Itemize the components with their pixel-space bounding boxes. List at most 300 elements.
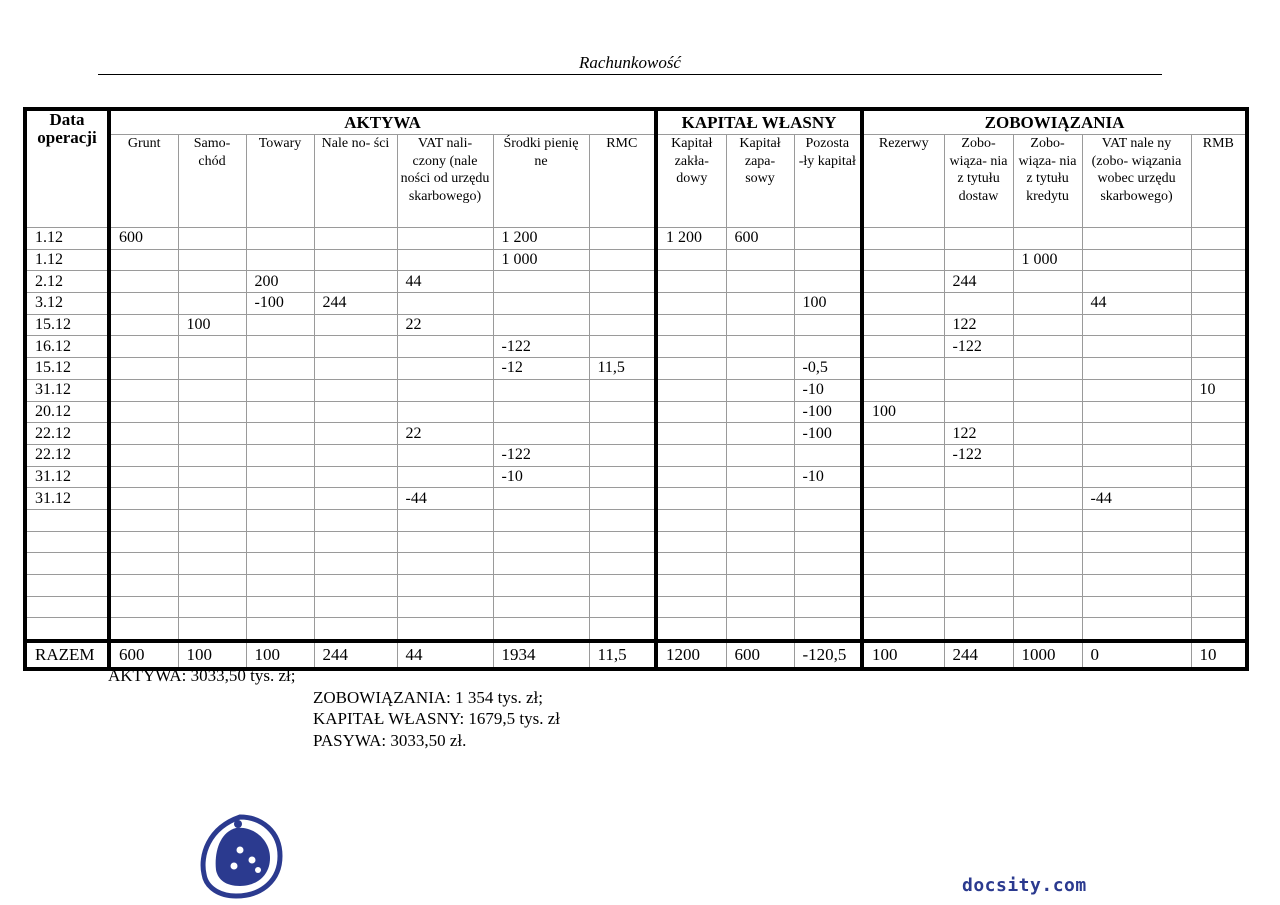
date-cell bbox=[25, 596, 109, 618]
table-cell bbox=[109, 509, 178, 531]
table-row bbox=[25, 271, 1247, 293]
column-header: Pozosta -ły kapitał bbox=[794, 135, 862, 228]
date-column-header: Data operacji bbox=[25, 109, 109, 228]
table-cell bbox=[944, 249, 1013, 271]
table-cell bbox=[109, 401, 178, 423]
table-cell bbox=[1191, 466, 1247, 488]
table-cell bbox=[397, 379, 493, 401]
table-cell bbox=[109, 444, 178, 466]
table-cell bbox=[1013, 466, 1082, 488]
table-cell bbox=[178, 531, 246, 553]
table-cell bbox=[109, 575, 178, 597]
table-cell bbox=[589, 271, 656, 293]
table-cell bbox=[656, 379, 726, 401]
table-cell: 244 bbox=[314, 293, 397, 315]
table-cell bbox=[397, 293, 493, 315]
table-cell bbox=[794, 596, 862, 618]
date-cell: 16.12 bbox=[25, 336, 109, 358]
summary-zobowiazania: ZOBOWIĄZANIA: 1 354 tys. zł; bbox=[313, 688, 543, 707]
table-cell bbox=[794, 553, 862, 575]
table-cell bbox=[1013, 379, 1082, 401]
table-cell bbox=[656, 314, 726, 336]
column-header: Rezerwy bbox=[862, 135, 944, 228]
date-cell: 1.12 bbox=[25, 249, 109, 271]
table-cell bbox=[178, 575, 246, 597]
table-cell bbox=[1082, 314, 1191, 336]
table-cell bbox=[314, 618, 397, 641]
table-cell bbox=[726, 553, 794, 575]
summary-pasywa: PASYWA: 3033,50 zł. bbox=[313, 731, 467, 750]
table-cell: 22 bbox=[397, 423, 493, 445]
table-cell: -122 bbox=[944, 444, 1013, 466]
table-cell bbox=[656, 336, 726, 358]
table-cell bbox=[944, 575, 1013, 597]
table-cell bbox=[794, 314, 862, 336]
table-cell bbox=[1082, 379, 1191, 401]
table-cell bbox=[397, 249, 493, 271]
table-cell bbox=[246, 531, 314, 553]
date-cell: 2.12 bbox=[25, 271, 109, 293]
table-cell bbox=[589, 488, 656, 510]
table-cell bbox=[109, 488, 178, 510]
table-cell bbox=[314, 336, 397, 358]
date-cell bbox=[25, 531, 109, 553]
table-cell bbox=[726, 358, 794, 380]
table-cell bbox=[246, 314, 314, 336]
table-cell bbox=[589, 336, 656, 358]
table-cell bbox=[862, 271, 944, 293]
date-cell: 15.12 bbox=[25, 314, 109, 336]
table-cell bbox=[1191, 314, 1247, 336]
table-row bbox=[25, 358, 1247, 380]
table-cell bbox=[493, 293, 589, 315]
table-cell bbox=[862, 466, 944, 488]
table-cell bbox=[109, 314, 178, 336]
header-rule bbox=[98, 74, 1162, 75]
table-cell bbox=[944, 488, 1013, 510]
table-cell bbox=[656, 596, 726, 618]
table-cell bbox=[1013, 293, 1082, 315]
table-cell bbox=[493, 618, 589, 641]
table-cell bbox=[1191, 358, 1247, 380]
table-cell bbox=[1013, 358, 1082, 380]
table-cell: 600 bbox=[726, 228, 794, 250]
table-cell bbox=[314, 423, 397, 445]
table-cell bbox=[1191, 596, 1247, 618]
column-header: Samo- chód bbox=[178, 135, 246, 228]
table-row bbox=[25, 293, 1247, 315]
column-header: Nale no- ści bbox=[314, 135, 397, 228]
table-cell bbox=[397, 531, 493, 553]
column-header: Kapitał zakła- dowy bbox=[656, 135, 726, 228]
date-cell bbox=[25, 618, 109, 641]
table-cell bbox=[1191, 293, 1247, 315]
table-cell bbox=[246, 249, 314, 271]
table-cell bbox=[944, 358, 1013, 380]
table-cell bbox=[944, 553, 1013, 575]
date-cell bbox=[25, 509, 109, 531]
table-cell: 1934 bbox=[493, 641, 589, 669]
table-row bbox=[25, 596, 1247, 618]
table-cell bbox=[862, 336, 944, 358]
table-cell bbox=[109, 271, 178, 293]
date-cell: 15.12 bbox=[25, 358, 109, 380]
table-row bbox=[25, 531, 1247, 553]
table-cell bbox=[589, 531, 656, 553]
table-cell bbox=[314, 466, 397, 488]
table-cell bbox=[109, 553, 178, 575]
table-cell bbox=[726, 509, 794, 531]
date-cell bbox=[25, 575, 109, 597]
table-cell bbox=[1013, 509, 1082, 531]
table-cell: 100 bbox=[862, 641, 944, 669]
table-cell bbox=[1082, 336, 1191, 358]
table-cell bbox=[1013, 228, 1082, 250]
table-cell bbox=[589, 444, 656, 466]
table-cell bbox=[178, 228, 246, 250]
table-cell: 10 bbox=[1191, 379, 1247, 401]
table-cell bbox=[862, 444, 944, 466]
table-cell bbox=[1082, 596, 1191, 618]
table-cell bbox=[397, 466, 493, 488]
table-cell bbox=[589, 553, 656, 575]
table-cell: -120,5 bbox=[794, 641, 862, 669]
column-header: RMB bbox=[1191, 135, 1247, 228]
table-cell bbox=[246, 444, 314, 466]
column-header: Zobo- wiąza- nia z tytułu kredytu bbox=[1013, 135, 1082, 228]
table-row bbox=[25, 379, 1247, 401]
table-cell bbox=[493, 423, 589, 445]
table-cell bbox=[726, 314, 794, 336]
table-cell bbox=[397, 553, 493, 575]
table-cell bbox=[794, 488, 862, 510]
table-cell bbox=[314, 271, 397, 293]
table-cell: -122 bbox=[944, 336, 1013, 358]
table-cell bbox=[656, 575, 726, 597]
table-cell bbox=[862, 249, 944, 271]
table-cell bbox=[1191, 228, 1247, 250]
table-cell bbox=[862, 488, 944, 510]
table-cell bbox=[109, 249, 178, 271]
table-cell bbox=[109, 618, 178, 641]
table-cell bbox=[726, 596, 794, 618]
table-row bbox=[25, 618, 1247, 641]
table-cell bbox=[178, 423, 246, 445]
table-cell bbox=[1013, 488, 1082, 510]
table-cell bbox=[589, 509, 656, 531]
column-header: Środki pienię ne bbox=[493, 135, 589, 228]
table-cell bbox=[246, 228, 314, 250]
table-cell bbox=[1013, 596, 1082, 618]
table-cell bbox=[794, 336, 862, 358]
table-cell bbox=[726, 488, 794, 510]
table-cell bbox=[589, 618, 656, 641]
table-cell bbox=[1082, 618, 1191, 641]
table-cell bbox=[246, 618, 314, 641]
table-cell bbox=[944, 509, 1013, 531]
table-cell bbox=[1191, 575, 1247, 597]
table-cell bbox=[493, 379, 589, 401]
table-cell bbox=[589, 401, 656, 423]
table-cell bbox=[246, 575, 314, 597]
table-cell bbox=[1082, 249, 1191, 271]
table-cell: 10 bbox=[1191, 641, 1247, 669]
table-cell bbox=[656, 249, 726, 271]
table-cell: 244 bbox=[314, 641, 397, 669]
table-row bbox=[25, 575, 1247, 597]
table-cell bbox=[726, 575, 794, 597]
table-cell bbox=[656, 271, 726, 293]
table-cell bbox=[1191, 553, 1247, 575]
table-cell bbox=[246, 596, 314, 618]
table-cell bbox=[726, 336, 794, 358]
table-cell bbox=[109, 379, 178, 401]
table-cell: 600 bbox=[726, 641, 794, 669]
table-cell bbox=[246, 423, 314, 445]
table-cell bbox=[109, 336, 178, 358]
table-cell: 600 bbox=[109, 228, 178, 250]
table-cell bbox=[589, 596, 656, 618]
table-cell bbox=[589, 249, 656, 271]
table-cell: -122 bbox=[493, 444, 589, 466]
table-cell bbox=[246, 358, 314, 380]
table-row bbox=[25, 553, 1247, 575]
table-cell bbox=[178, 401, 246, 423]
table-cell bbox=[1082, 423, 1191, 445]
table-cell bbox=[656, 423, 726, 445]
table-row bbox=[25, 466, 1247, 488]
table-cell bbox=[726, 401, 794, 423]
date-cell: 31.12 bbox=[25, 488, 109, 510]
table-row bbox=[25, 509, 1247, 531]
table-cell: -10 bbox=[493, 466, 589, 488]
table-cell bbox=[794, 575, 862, 597]
docsity-logo-icon bbox=[196, 812, 284, 900]
table-cell: 0 bbox=[1082, 641, 1191, 669]
table-cell bbox=[862, 379, 944, 401]
column-headers-row bbox=[25, 135, 1247, 228]
table-cell bbox=[862, 509, 944, 531]
table-cell bbox=[314, 401, 397, 423]
table-cell bbox=[1191, 401, 1247, 423]
table-cell bbox=[397, 509, 493, 531]
table-cell bbox=[109, 531, 178, 553]
table-cell bbox=[397, 596, 493, 618]
balance-table bbox=[23, 107, 1249, 671]
table-cell bbox=[314, 314, 397, 336]
table-cell: 1 000 bbox=[1013, 249, 1082, 271]
table-cell bbox=[944, 379, 1013, 401]
date-cell bbox=[25, 553, 109, 575]
column-header: Towary bbox=[246, 135, 314, 228]
table-cell bbox=[862, 358, 944, 380]
table-cell bbox=[1191, 271, 1247, 293]
table-cell bbox=[944, 531, 1013, 553]
table-cell bbox=[178, 336, 246, 358]
table-cell bbox=[589, 379, 656, 401]
table-cell bbox=[726, 249, 794, 271]
table-cell bbox=[493, 596, 589, 618]
table-cell bbox=[726, 379, 794, 401]
table-cell bbox=[314, 379, 397, 401]
table-cell bbox=[1082, 466, 1191, 488]
table-cell bbox=[493, 488, 589, 510]
table-cell bbox=[109, 596, 178, 618]
table-cell bbox=[246, 336, 314, 358]
table-cell bbox=[314, 553, 397, 575]
table-cell bbox=[1013, 401, 1082, 423]
table-cell bbox=[314, 596, 397, 618]
table-cell: 11,5 bbox=[589, 641, 656, 669]
table-cell bbox=[726, 618, 794, 641]
table-cell bbox=[726, 423, 794, 445]
table-cell: 22 bbox=[397, 314, 493, 336]
table-cell bbox=[656, 618, 726, 641]
table-cell bbox=[493, 509, 589, 531]
date-cell: 20.12 bbox=[25, 401, 109, 423]
docsity-brand-text: docsity.com bbox=[962, 875, 1087, 896]
table-cell bbox=[1082, 553, 1191, 575]
table-cell bbox=[862, 575, 944, 597]
table-cell bbox=[109, 358, 178, 380]
date-cell: 3.12 bbox=[25, 293, 109, 315]
table-cell bbox=[794, 618, 862, 641]
table-cell: 44 bbox=[397, 271, 493, 293]
table-cell bbox=[1013, 423, 1082, 445]
table-cell bbox=[109, 423, 178, 445]
table-cell bbox=[246, 509, 314, 531]
table-cell bbox=[493, 271, 589, 293]
table-cell: -44 bbox=[397, 488, 493, 510]
table-cell bbox=[397, 618, 493, 641]
date-cell: RAZEM bbox=[25, 641, 109, 669]
table-cell: 1 200 bbox=[656, 228, 726, 250]
table-cell bbox=[944, 228, 1013, 250]
table-cell: 1 000 bbox=[493, 249, 589, 271]
table-cell bbox=[589, 423, 656, 445]
table-cell bbox=[314, 358, 397, 380]
table-cell bbox=[178, 444, 246, 466]
table-cell bbox=[1013, 618, 1082, 641]
table-cell bbox=[944, 596, 1013, 618]
table-cell bbox=[862, 531, 944, 553]
table-cell bbox=[178, 358, 246, 380]
table-cell bbox=[944, 401, 1013, 423]
table-cell bbox=[178, 293, 246, 315]
table-cell bbox=[726, 466, 794, 488]
table-cell bbox=[397, 336, 493, 358]
column-header: Kapitał zapa- sowy bbox=[726, 135, 794, 228]
table-cell: 1200 bbox=[656, 641, 726, 669]
table-cell bbox=[493, 531, 589, 553]
table-cell: 100 bbox=[246, 641, 314, 669]
table-cell bbox=[589, 575, 656, 597]
table-cell bbox=[1013, 314, 1082, 336]
table-cell: -12 bbox=[493, 358, 589, 380]
table-cell bbox=[656, 531, 726, 553]
table-cell bbox=[178, 553, 246, 575]
table-cell bbox=[314, 531, 397, 553]
table-cell bbox=[314, 249, 397, 271]
table-cell: -122 bbox=[493, 336, 589, 358]
table-cell: 122 bbox=[944, 314, 1013, 336]
table-cell bbox=[1082, 228, 1191, 250]
table-cell bbox=[1191, 509, 1247, 531]
table-cell bbox=[862, 293, 944, 315]
table-cell bbox=[109, 466, 178, 488]
date-cell: 31.12 bbox=[25, 379, 109, 401]
table-cell bbox=[589, 293, 656, 315]
group-header-aktywa: AKTYWA bbox=[109, 109, 656, 135]
table-cell bbox=[589, 314, 656, 336]
table-cell bbox=[178, 379, 246, 401]
table-cell bbox=[1191, 488, 1247, 510]
table-cell bbox=[178, 249, 246, 271]
table-cell bbox=[944, 466, 1013, 488]
summary-aktywa: AKTYWA: 3033,50 tys. zł; bbox=[108, 666, 296, 685]
table-cell bbox=[246, 379, 314, 401]
table-cell bbox=[397, 444, 493, 466]
table-cell bbox=[862, 423, 944, 445]
table-cell bbox=[1082, 575, 1191, 597]
table-cell bbox=[1082, 401, 1191, 423]
table-cell bbox=[656, 553, 726, 575]
table-cell bbox=[1191, 423, 1247, 445]
table-cell: -100 bbox=[794, 401, 862, 423]
table-cell: 1000 bbox=[1013, 641, 1082, 669]
date-cell: 31.12 bbox=[25, 466, 109, 488]
table-cell: 100 bbox=[178, 641, 246, 669]
table-cell bbox=[589, 228, 656, 250]
table-cell bbox=[794, 249, 862, 271]
table-cell bbox=[397, 575, 493, 597]
table-cell bbox=[178, 466, 246, 488]
table-cell bbox=[656, 401, 726, 423]
table-cell bbox=[862, 228, 944, 250]
table-cell bbox=[1013, 444, 1082, 466]
table-cell bbox=[1191, 249, 1247, 271]
date-cell: 22.12 bbox=[25, 423, 109, 445]
table-cell bbox=[314, 228, 397, 250]
table-cell bbox=[726, 293, 794, 315]
table-cell bbox=[493, 314, 589, 336]
table-cell bbox=[178, 618, 246, 641]
page-header-title: Rachunkowość bbox=[579, 53, 681, 72]
table-row bbox=[25, 249, 1247, 271]
table-cell bbox=[493, 553, 589, 575]
table-row bbox=[25, 401, 1247, 423]
table-cell bbox=[246, 488, 314, 510]
table-cell bbox=[862, 314, 944, 336]
table-cell bbox=[109, 293, 178, 315]
table-cell: -44 bbox=[1082, 488, 1191, 510]
table-cell bbox=[862, 596, 944, 618]
table-cell: 1 200 bbox=[493, 228, 589, 250]
table-cell bbox=[178, 271, 246, 293]
table-cell bbox=[1013, 575, 1082, 597]
table-cell: 100 bbox=[794, 293, 862, 315]
table-cell bbox=[397, 358, 493, 380]
table-cell bbox=[726, 444, 794, 466]
table-row bbox=[25, 423, 1247, 445]
table-cell bbox=[726, 531, 794, 553]
table-cell bbox=[656, 358, 726, 380]
table-cell bbox=[944, 618, 1013, 641]
table-cell bbox=[1191, 531, 1247, 553]
table-cell bbox=[862, 553, 944, 575]
table-cell: -100 bbox=[794, 423, 862, 445]
table-cell bbox=[1191, 336, 1247, 358]
